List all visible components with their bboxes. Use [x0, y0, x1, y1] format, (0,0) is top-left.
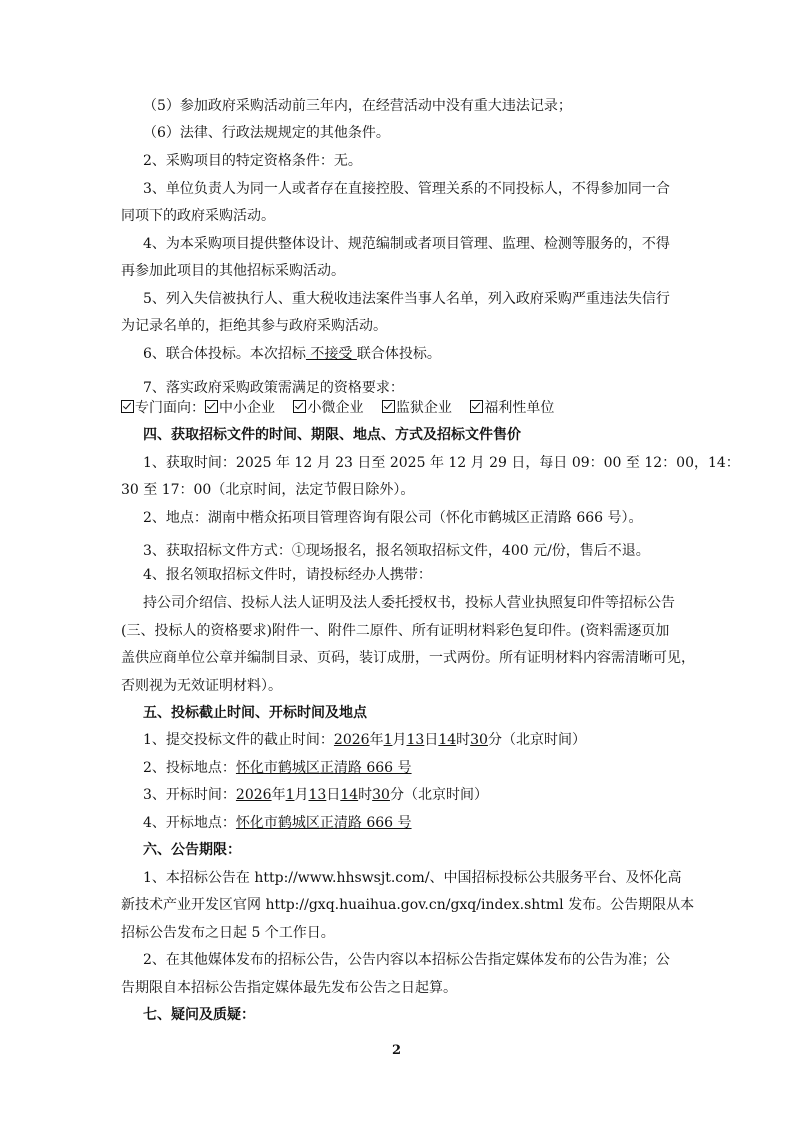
bid-location	[143, 759, 412, 777]
qualification-item-5: （5）参加政府采购活动前三年内，在经营活动中没有重大违法记录；	[143, 98, 572, 114]
deadline-month: 1	[383, 732, 393, 748]
bring-docs-line-2: (三、投标人的资格要求)附件一、附件二原件、所有证明材料彩色复印件。(资料需逐页加	[121, 623, 670, 639]
unit-month: 月	[392, 732, 407, 748]
checkbox-label: 福利性单位	[484, 400, 555, 416]
checkbox-label: 小微企业	[307, 400, 364, 416]
bid-location-label: 2、投标地点：	[143, 760, 236, 776]
acquire-method: 3、获取招标文件方式：①现场报名，报名领取招标文件，400 元/份，售后不退。	[143, 543, 650, 559]
unit-day: 日	[326, 787, 341, 803]
opening-location-address: 怀化市鹤城区正清路 666 号	[235, 815, 412, 831]
rule-6-consortium	[143, 345, 441, 363]
checkbox-item-prison	[382, 400, 452, 416]
section-5-heading: 五、投标截止时间、开标时间及地点	[143, 705, 367, 721]
opening-location-label: 4、开标地点：	[143, 815, 236, 831]
opening-label: 3、开标时间：	[143, 787, 236, 803]
acquire-location: 2、地点：湖南中楷众拓项目管理咨询有限公司（怀化市鹤城区正清路 666 号）。	[143, 510, 643, 526]
checkbox-label: 专门面向：	[135, 400, 205, 416]
checkbox-item-dedicated	[121, 400, 275, 416]
consortium-value: 不接受	[305, 346, 357, 362]
qualification-item-6: （6）法律、行政法规规定的其他条件。	[143, 125, 390, 141]
checked-box-icon	[382, 400, 395, 413]
acquire-time-line-2: 30 至 17：00（北京时间，法定节假日除外）。	[121, 482, 415, 498]
deadline-hour: 14	[438, 732, 457, 748]
opening-minute: 30	[372, 787, 390, 803]
checked-box-icon	[293, 400, 306, 413]
opening-day: 13	[308, 787, 327, 803]
opening-hour: 14	[340, 787, 359, 803]
special-qualification: 2、采购项目的特定资格条件：无。	[143, 153, 362, 169]
policy-checkbox-row	[121, 399, 568, 417]
bring-docs-line-1: 持公司介绍信、投标人法人证明及法人委托授权书，投标人营业执照复印件等招标公告	[143, 595, 675, 611]
acquire-time-line-1: 1、获取时间：2025 年 12 月 23 日至 2025 年 12 月 29 日，每日 09：00 至 12：00，14：	[143, 455, 740, 471]
rule-7-policy: 7、落实政府采购政策需满足的资格要求：	[143, 380, 404, 396]
deadline-time	[143, 731, 586, 749]
unit-month: 月	[294, 787, 309, 803]
notice-2-line-1: 2、在其他媒体发布的招标公告，公告内容以本招标公告指定媒体发布的公告为准；公	[143, 952, 670, 968]
section-6-heading: 六、公告期限：	[143, 842, 241, 858]
page-number: 2	[391, 1043, 402, 1058]
notice-1-line-2: 新技术产业开发区官网 http://gxq.huaihua.gov.cn/gxq/index.shtml 发布。公告期限从本	[121, 897, 695, 913]
checked-box-icon	[121, 400, 134, 413]
section-7-heading: 七、疑问及质疑：	[143, 1007, 255, 1023]
acquire-bring: 4、报名领取招标文件时，请投标经办人携带：	[143, 567, 432, 583]
checkbox-label: 监狱企业	[395, 400, 452, 416]
checked-box-icon	[205, 400, 218, 413]
rule-5-line-1: 5、列入失信被执行人、重大税收违法案件当事人名单，列入政府采购严重违法失信行	[143, 291, 670, 307]
unit-day: 日	[424, 732, 439, 748]
unit-hour: 时	[456, 732, 471, 748]
rule-3-line-1: 3、单位负责人为同一人或者存在直接控股、管理关系的不同投标人，不得参加同一合	[143, 181, 670, 197]
rule-3-line-2: 同项下的政府采购活动。	[121, 208, 275, 224]
unit-hour: 时	[358, 787, 373, 803]
opening-year: 2026	[235, 787, 272, 803]
consortium-prefix: 6、联合体投标。本次招标	[143, 346, 306, 362]
bring-docs-line-4: 否则视为无效证明材料）。	[121, 678, 282, 694]
unit-year: 年	[369, 732, 384, 748]
unit-year: 年	[271, 787, 286, 803]
bid-location-address: 怀化市鹤城区正清路 666 号	[235, 760, 412, 776]
unit-minute: 分（北京时间）	[487, 732, 586, 748]
section-4-heading: 四、获取招标文件的时间、期限、地点、方式及招标文件售价	[143, 427, 521, 443]
notice-1-line-1: 1、本招标公告在 http://www.hhswsjt.com/、中国招标投标公共服务平台、及怀化高	[143, 870, 682, 886]
opening-time	[143, 786, 488, 804]
checkbox-item-micro	[293, 400, 363, 416]
checked-box-icon	[470, 400, 483, 413]
opening-location	[143, 814, 412, 832]
notice-2-line-2: 告期限自本招标公告指定媒体最先发布公告之日起算。	[121, 980, 457, 996]
checkbox-item-welfare	[470, 400, 554, 416]
rule-4-line-1: 4、为本采购项目提供整体设计、规范编制或者项目管理、监理、检测等服务的，不得	[143, 236, 670, 252]
opening-month: 1	[285, 787, 295, 803]
rule-5-line-2: 为记录名单的，拒绝其参与政府采购活动。	[121, 318, 387, 334]
deadline-year: 2026	[333, 732, 370, 748]
deadline-minute: 30	[470, 732, 488, 748]
unit-minute: 分（北京时间）	[389, 787, 488, 803]
checkbox-label: 中小企业	[219, 400, 275, 416]
deadline-label: 1、提交投标文件的截止时间：	[143, 732, 334, 748]
deadline-day: 13	[406, 732, 425, 748]
rule-4-line-2: 再参加此项目的其他招标采购活动。	[121, 263, 345, 279]
consortium-suffix: 联合体投标。	[356, 346, 441, 362]
bring-docs-line-3: 盖供应商单位公章并编制目录、页码，装订成册，一式两份。所有证明材料内容需清晰可见，	[121, 650, 695, 666]
notice-1-line-3: 招标公告发布之日起 5 个工作日。	[121, 925, 335, 941]
